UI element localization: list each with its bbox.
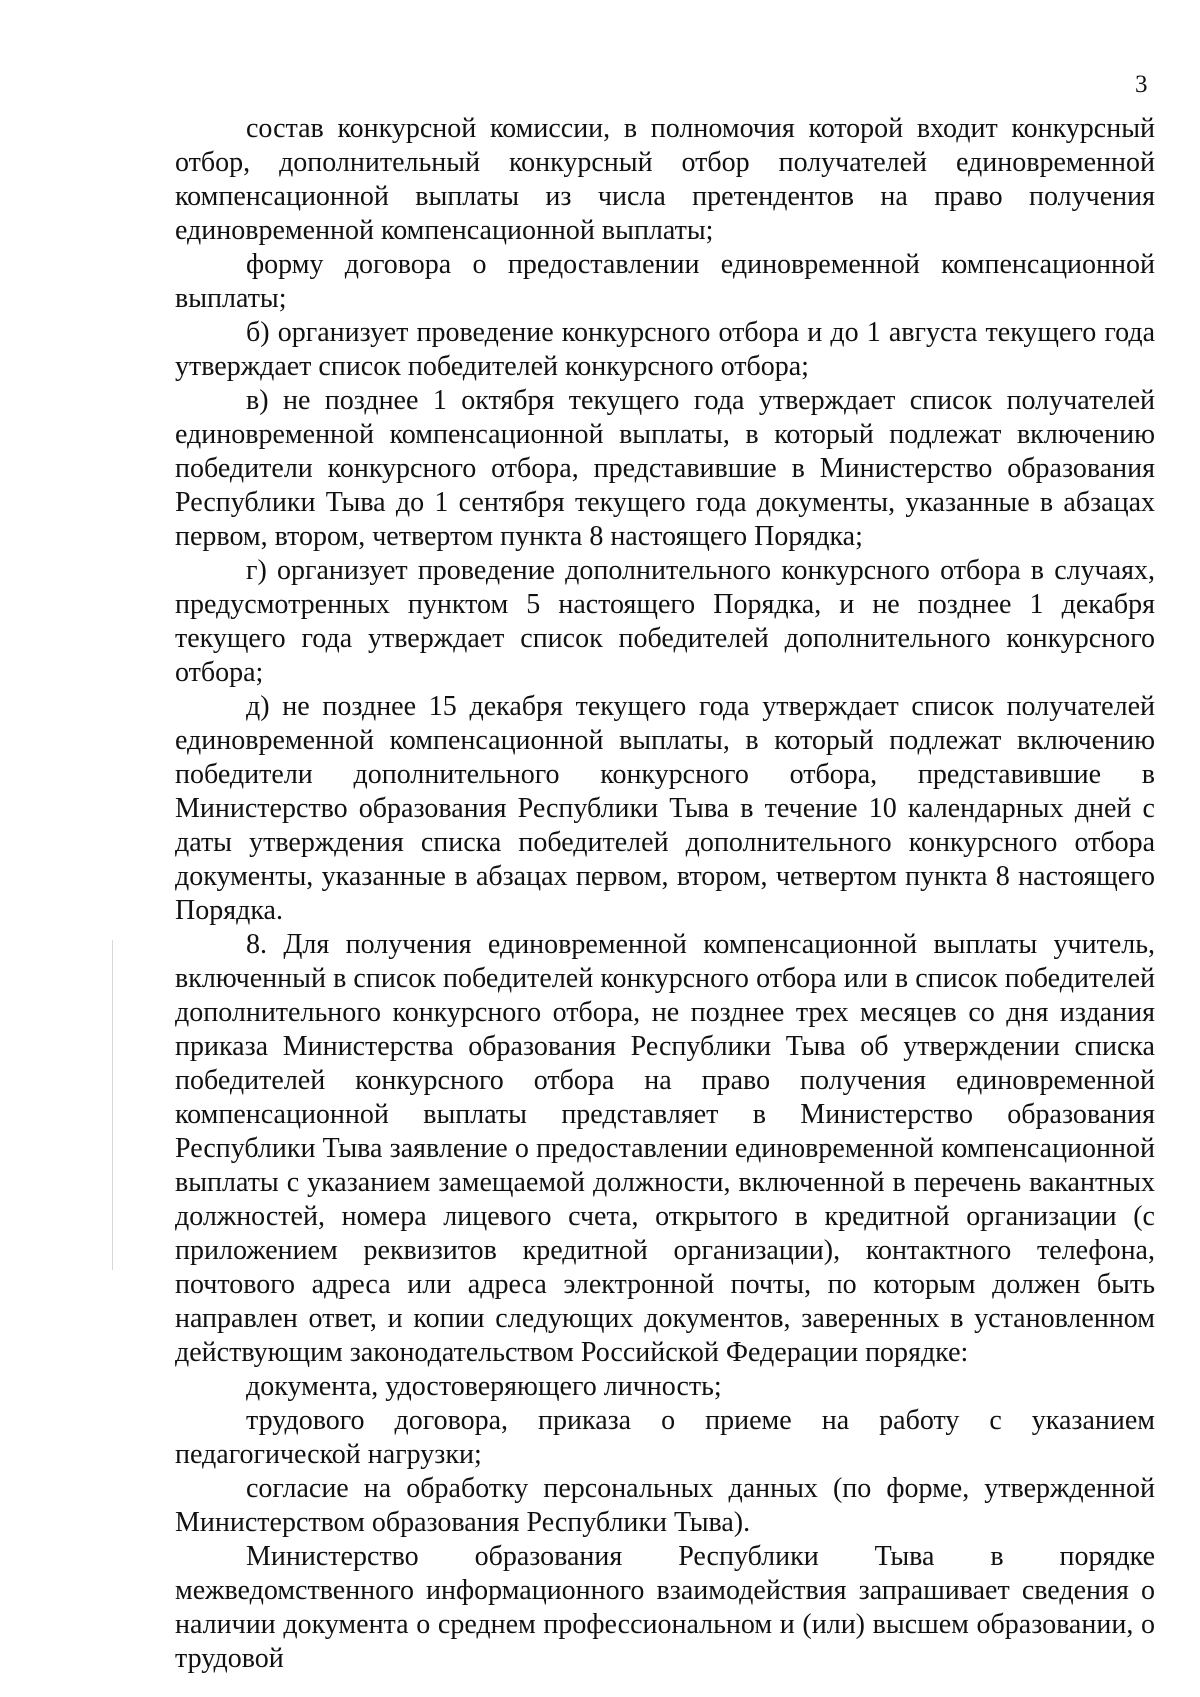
paragraph-item-v: в) не позднее 1 октября текущего года утверждает список получателей единовременной компенсационной выплаты, в который подлежат включению победители конкурсного отбора, представившие в Министерство образования Республики Тыва до 1 сентября текущего года документы, указанные в абзацах первом, втором, четвертом пункта 8 настоящего Порядка; bbox=[175, 385, 1155, 552]
paragraph-item-g: г) организует проведение дополнительного конкурсного отбора в случаях, предусмотренных пунктом 5 настоящего Порядка, и не позднее 1 декабря текущего года утверждает список победителей дополнительного конкурсного отбора; bbox=[175, 555, 1155, 688]
margin-mark bbox=[112, 940, 113, 1270]
paragraph-item-b: б) организует проведение конкурсного отбора и до 1 августа текущего года утверждает список победителей конкурсного отбора; bbox=[175, 317, 1155, 382]
paragraph-contract-form: форму договора о предоставлении единовременной компенсационной выплаты; bbox=[175, 249, 1155, 314]
paragraph-identity-document: документа, удостоверяющего личность; bbox=[246, 1371, 722, 1402]
paragraph-employment-contract: трудового договора, приказа о приеме на работу с указанием педагогической нагрузки; bbox=[175, 1405, 1155, 1470]
document-body bbox=[175, 112, 1155, 1676]
paragraph-commission-composition: состав конкурсной комиссии, в полномочия которой входит конкурсный отбор, дополнительный конкурсный отбор получателей единовременной компенсационной выплаты из числа претендентов на право получения единовременной компенсационной выплаты; bbox=[175, 113, 1155, 246]
paragraph-personal-data-consent: согласие на обработку персональных данных (по форме, утвержденной Министерством образования Республики Тыва). bbox=[175, 1473, 1155, 1538]
paragraph-interagency-request: Министерство образования Республики Тыва в порядке межведомственного информационного взаимодействия запрашивает сведения о наличии документа о среднем профессиональном и (или) высшем образовании, о трудовой bbox=[175, 1541, 1155, 1674]
page-number: 3 bbox=[1135, 71, 1148, 98]
paragraph-clause-8: 8. Для получения единовременной компенсационной выплаты учитель, включенный в список победителей конкурсного отбора или в список победителей дополнительного конкурсного отбора, не позднее трех месяцев со дня издания приказа Министерства образования Республики Тыва об утверждении списка победителей конкурсного отбора на право получения единовременной компенсационной выплаты представляет в Министерство образования Республики Тыва заявление о предоставлении единовременной компенсационной выплаты с указанием замещаемой должности, включенной в перечень вакантных должностей, номера лицевого счета, открытого в кредитной организации (с приложением реквизитов кредитной организации), контактного телефона, почтового адреса или адреса электронной почты, по которым должен быть направлен ответ, и копии следующих документов, заверенных в установленном действующим законодательством Российской Федерации порядке: bbox=[175, 929, 1155, 1368]
paragraph-item-d: д) не позднее 15 декабря текущего года утверждает список получателей единовременной компенсационной выплаты, в который подлежат включению победители дополнительного конкурсного отбора, представившие в Министерство образования Республики Тыва в течение 10 календарных дней с даты утверждения списка победителей дополнительного конкурсного отбора документы, указанные в абзацах первом, втором, четвертом пункта 8 настоящего Порядка. bbox=[175, 691, 1155, 926]
